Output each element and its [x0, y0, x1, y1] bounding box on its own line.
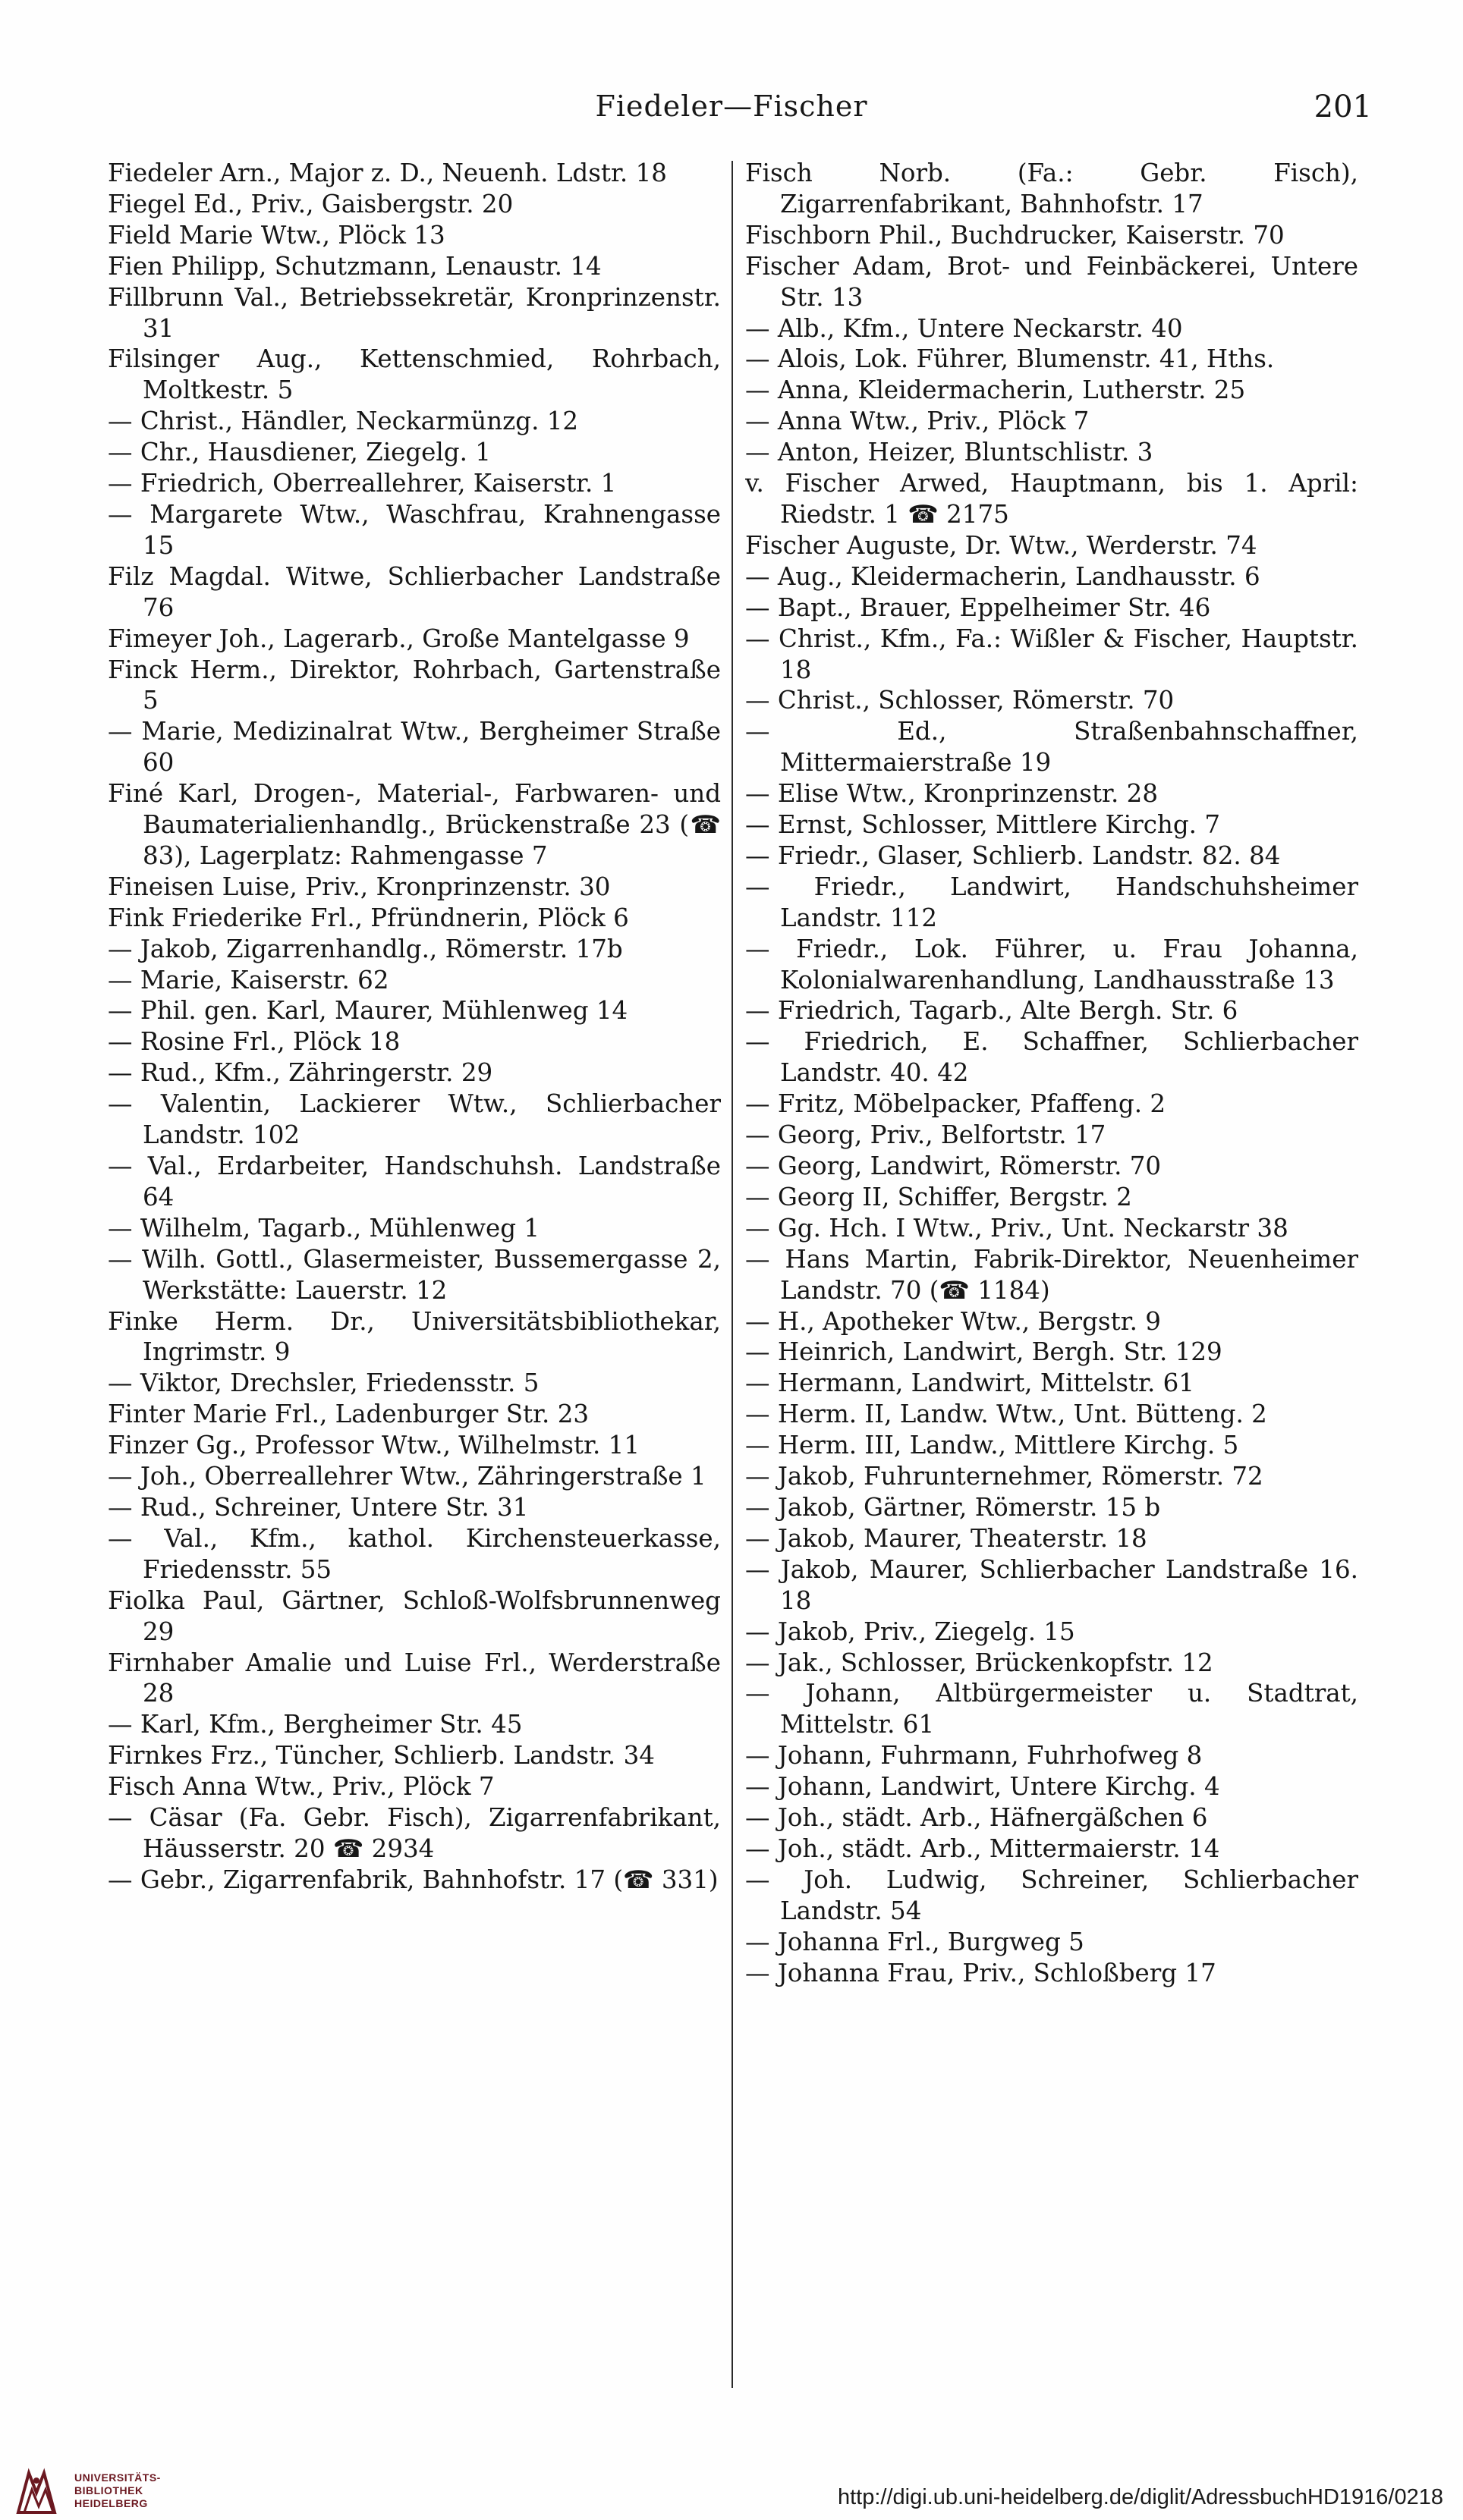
directory-entry: Fineisen Luise, Priv., Kronprinzenstr. 30 [108, 872, 611, 901]
directory-entry: — Gebr., Zigarrenfabrik, Bahnhofstr. 17 (☎ 331) [108, 1865, 719, 1894]
directory-entry: — Johanna Frau, Priv., Schloßberg 17 [745, 1958, 1216, 1987]
directory-entry: — Aug., Kleidermacherin, Landhausstr. 6 [745, 561, 1260, 591]
directory-entry: — Karl, Kfm., Bergheimer Str. 45 [108, 1710, 523, 1739]
directory-entry: — Bapt., Brauer, Eppelheimer Str. 46 [745, 592, 1211, 622]
directory-entry: — Wilhelm, Tagarb., Mühlenweg 1 [108, 1213, 540, 1243]
directory-entry: — Herm. II, Landw. Wtw., Unt. Bütteng. 2 [745, 1400, 1267, 1429]
directory-entry: — Margarete Wtw., Waschfrau, Krahnengasse 15 [108, 499, 721, 560]
directory-entry: Fiolka Paul, Gärtner, Schloß-Wolfsbrunnenweg 29 [108, 1585, 721, 1646]
directory-entry: Finter Marie Frl., Ladenburger Str. 23 [108, 1400, 590, 1429]
directory-entry: — Heinrich, Landwirt, Bergh. Str. 129 [745, 1337, 1222, 1367]
directory-entry: — Christ., Kfm., Fa.: Wißler & Fischer, Hauptstr. 18 [745, 624, 1358, 684]
directory-entry: Finke Herm. Dr., Universitätsbibliothekar, Ingrimstr. 9 [108, 1306, 721, 1367]
directory-entry: — Valentin, Lackierer Wtw., Schlierbacher Landstr. 102 [108, 1089, 721, 1150]
directory-entry: — Phil. gen. Karl, Maurer, Mühlenweg 14 [108, 996, 628, 1026]
directory-entry: Finck Herm., Direktor, Rohrbach, Gartenstraße 5 [108, 655, 721, 715]
directory-entry: — Wilh. Gottl., Glasermeister, Bussemergasse 2, Werkstätte: Lauerstr. 12 [108, 1244, 721, 1305]
directory-entry: — Friedr., Glaser, Schlierb. Landstr. 82. 84 [745, 841, 1281, 870]
directory-entry: Fischborn Phil., Buchdrucker, Kaiserstr. 70 [745, 220, 1285, 250]
directory-entry: — Val., Erdarbeiter, Handschuhsh. Landstraße 64 [108, 1152, 721, 1211]
directory-entry: — Herm. III, Landw., Mittlere Kirchg. 5 [745, 1431, 1239, 1460]
directory-entry: — Friedr., Lok. Führer, u. Frau Johanna, Kolonialwarenhandlung, Landhausstraße 13 [745, 934, 1358, 994]
directory-entry: — Anton, Heizer, Bluntschlistr. 3 [745, 438, 1153, 467]
directory-entry: — Cäsar (Fa. Gebr. Fisch), Zigarrenfabrikant, Häusserstr. 20 ☎ 2934 [108, 1803, 721, 1863]
source-url[interactable]: http://digi.ub.uni-heidelberg.de/diglit/AdressbuchHD1916/0218 [837, 2485, 1443, 2509]
directory-entry: Fischer Adam, Brot- und Feinbäckerei, Untere Str. 13 [745, 251, 1358, 312]
column-divider [732, 161, 733, 2388]
directory-entry: — Viktor, Drechsler, Friedensstr. 5 [108, 1368, 540, 1398]
library-name [74, 2471, 161, 2510]
directory-entry: Firnkes Frz., Tüncher, Schlierb. Landstr. 34 [108, 1741, 655, 1771]
page-number: 201 [1314, 90, 1372, 124]
directory-entry: Filsinger Aug., Kettenschmied, Rohrbach, Moltkestr. 5 [108, 344, 721, 405]
directory-entry: — Georg II, Schiffer, Bergstr. 2 [745, 1182, 1132, 1211]
directory-entry: Filz Magdal. Witwe, Schlierbacher Landstraße 76 [108, 561, 721, 622]
directory-entry: — Alois, Lok. Führer, Blumenstr. 41, Hths. [745, 344, 1275, 374]
directory-entry: Finé Karl, Drogen-, Material-, Farbwaren- und Baumaterialienhandlg., Brückenstraße 23 (☎ 83), Lagerplatz: Rahmengasse 7 [108, 779, 721, 870]
directory-entry: — Jakob, Priv., Ziegelg. 15 [745, 1617, 1075, 1646]
left-column [108, 158, 721, 2388]
directory-columns [108, 158, 1367, 2388]
directory-entry: Fien Philipp, Schutzmann, Lenaustr. 14 [108, 251, 602, 281]
directory-entry: — Gg. Hch. I Wtw., Priv., Unt. Neckarstr 38 [745, 1213, 1288, 1243]
directory-entry: — Anna, Kleidermacherin, Lutherstr. 25 [745, 375, 1246, 405]
right-column [745, 158, 1358, 2388]
directory-entry: Field Marie Wtw., Plöck 13 [108, 220, 445, 250]
directory-entry: — Joh., städt. Arb., Häfnergäßchen 6 [745, 1803, 1208, 1833]
directory-entry: — Johanna Frl., Burgweg 5 [745, 1927, 1084, 1956]
library-name-line: BIBLIOTHEK [74, 2484, 143, 2496]
directory-entry: — Hans Martin, Fabrik-Direktor, Neuenheimer Landstr. 70 (☎ 1184) [745, 1244, 1358, 1305]
directory-entry: Firnhaber Amalie und Luise Frl., Werderstraße 28 [108, 1648, 721, 1708]
directory-entry: — Jak., Schlosser, Brückenkopfstr. 12 [745, 1648, 1213, 1677]
library-logo [14, 2467, 188, 2517]
directory-entry: v. Fischer Arwed, Hauptmann, bis 1. April: Riedstr. 1 ☎ 2175 [745, 469, 1358, 529]
library-name-line: UNIVERSITÄTS- [74, 2471, 161, 2484]
directory-entry: — Friedrich, E. Schaffner, Schlierbacher Landstr. 40. 42 [745, 1027, 1358, 1088]
directory-entry: — Christ., Händler, Neckarmünzg. 12 [108, 407, 579, 436]
directory-entry: — Hermann, Landwirt, Mittelstr. 61 [745, 1368, 1194, 1398]
directory-entry: — Christ., Schlosser, Römerstr. 70 [745, 686, 1175, 715]
directory-entry: Fillbrunn Val., Betriebssekretär, Kronprinzenstr. 31 [108, 282, 721, 343]
page-footer [0, 2444, 1463, 2520]
directory-entry: Fisch Anna Wtw., Priv., Plöck 7 [108, 1772, 495, 1802]
directory-entry: — Jakob, Maurer, Schlierbacher Landstraße 16. 18 [745, 1554, 1358, 1615]
directory-entry: — Jakob, Fuhrunternehmer, Römerstr. 72 [745, 1462, 1263, 1491]
directory-entry: — Chr., Hausdiener, Ziegelg. 1 [108, 438, 491, 467]
directory-entry: — Georg, Landwirt, Römerstr. 70 [745, 1152, 1162, 1180]
directory-entry: Fisch Norb. (Fa.: Gebr. Fisch), Zigarrenfabrikant, Bahnhofstr. 17 [745, 159, 1358, 218]
directory-entry: Fiedeler Arn., Major z. D., Neuenh. Ldstr. 18 [108, 159, 667, 187]
directory-entry: — Marie, Medizinalrat Wtw., Bergheimer Straße 60 [108, 717, 721, 778]
directory-entry: Finzer Gg., Professor Wtw., Wilhelmstr. 11 [108, 1431, 640, 1460]
directory-entry: — H., Apotheker Wtw., Bergstr. 9 [745, 1306, 1161, 1336]
directory-entry: — Rud., Kfm., Zähringerstr. 29 [108, 1058, 493, 1088]
directory-entry: — Friedr., Landwirt, Handschuhsheimer Landstr. 112 [745, 872, 1358, 932]
directory-entry: — Friedrich, Oberreallehrer, Kaiserstr. 1 [108, 469, 617, 498]
directory-entry: — Johann, Landwirt, Untere Kirchg. 4 [745, 1772, 1220, 1802]
directory-entry: — Anna Wtw., Priv., Plöck 7 [745, 407, 1090, 436]
directory-entry: — Fritz, Möbelpacker, Pfaffeng. 2 [745, 1089, 1166, 1119]
page-header [0, 90, 1463, 135]
directory-entry: — Rud., Schreiner, Untere Str. 31 [108, 1492, 529, 1522]
directory-entry: — Johann, Altbürgermeister u. Stadtrat, Mittelstr. 61 [745, 1679, 1358, 1739]
directory-entry: — Val., Kfm., kathol. Kirchensteuerkasse, Friedensstr. 55 [108, 1523, 721, 1584]
directory-entry: — Ernst, Schlosser, Mittlere Kirchg. 7 [745, 810, 1221, 840]
directory-entry: Fischer Auguste, Dr. Wtw., Werderstr. 74 [745, 530, 1257, 560]
library-seal-icon [14, 2467, 64, 2517]
directory-entry: — Friedrich, Tagarb., Alte Bergh. Str. 6 [745, 996, 1238, 1026]
running-title: Fiedeler—Fischer [595, 90, 868, 123]
directory-entry: — Jakob, Maurer, Theaterstr. 18 [745, 1523, 1147, 1553]
directory-entry: — Ed., Straßenbahnschaffner, Mittermaierstraße 19 [745, 717, 1358, 778]
directory-entry: — Joh., städt. Arb., Mittermaierstr. 14 [745, 1833, 1220, 1863]
directory-entry: — Joh. Ludwig, Schreiner, Schlierbacher Landstr. 54 [745, 1865, 1358, 1925]
directory-entry: — Johann, Fuhrmann, Fuhrhofweg 8 [745, 1741, 1203, 1771]
directory-entry: Fink Friederike Frl., Pfründnerin, Plöck 6 [108, 903, 629, 932]
directory-entry: — Marie, Kaiserstr. 62 [108, 965, 389, 994]
directory-entry: — Alb., Kfm., Untere Neckarstr. 40 [745, 313, 1183, 343]
directory-entry: — Jakob, Gärtner, Römerstr. 15 b [745, 1492, 1161, 1522]
directory-entry: Fiegel Ed., Priv., Gaisbergstr. 20 [108, 189, 514, 218]
directory-entry: — Elise Wtw., Kronprinzenstr. 28 [745, 779, 1158, 809]
directory-entry: — Jakob, Zigarrenhandlg., Römerstr. 17b [108, 934, 623, 963]
directory-entry: — Georg, Priv., Belfortstr. 17 [745, 1120, 1106, 1150]
directory-entry: Fimeyer Joh., Lagerarb., Große Mantelgasse 9 [108, 624, 690, 653]
directory-entry: — Rosine Frl., Plöck 18 [108, 1027, 401, 1057]
library-name-line: HEIDELBERG [74, 2497, 148, 2509]
directory-entry: — Joh., Oberreallehrer Wtw., Zähringerstraße 1 [108, 1462, 706, 1491]
